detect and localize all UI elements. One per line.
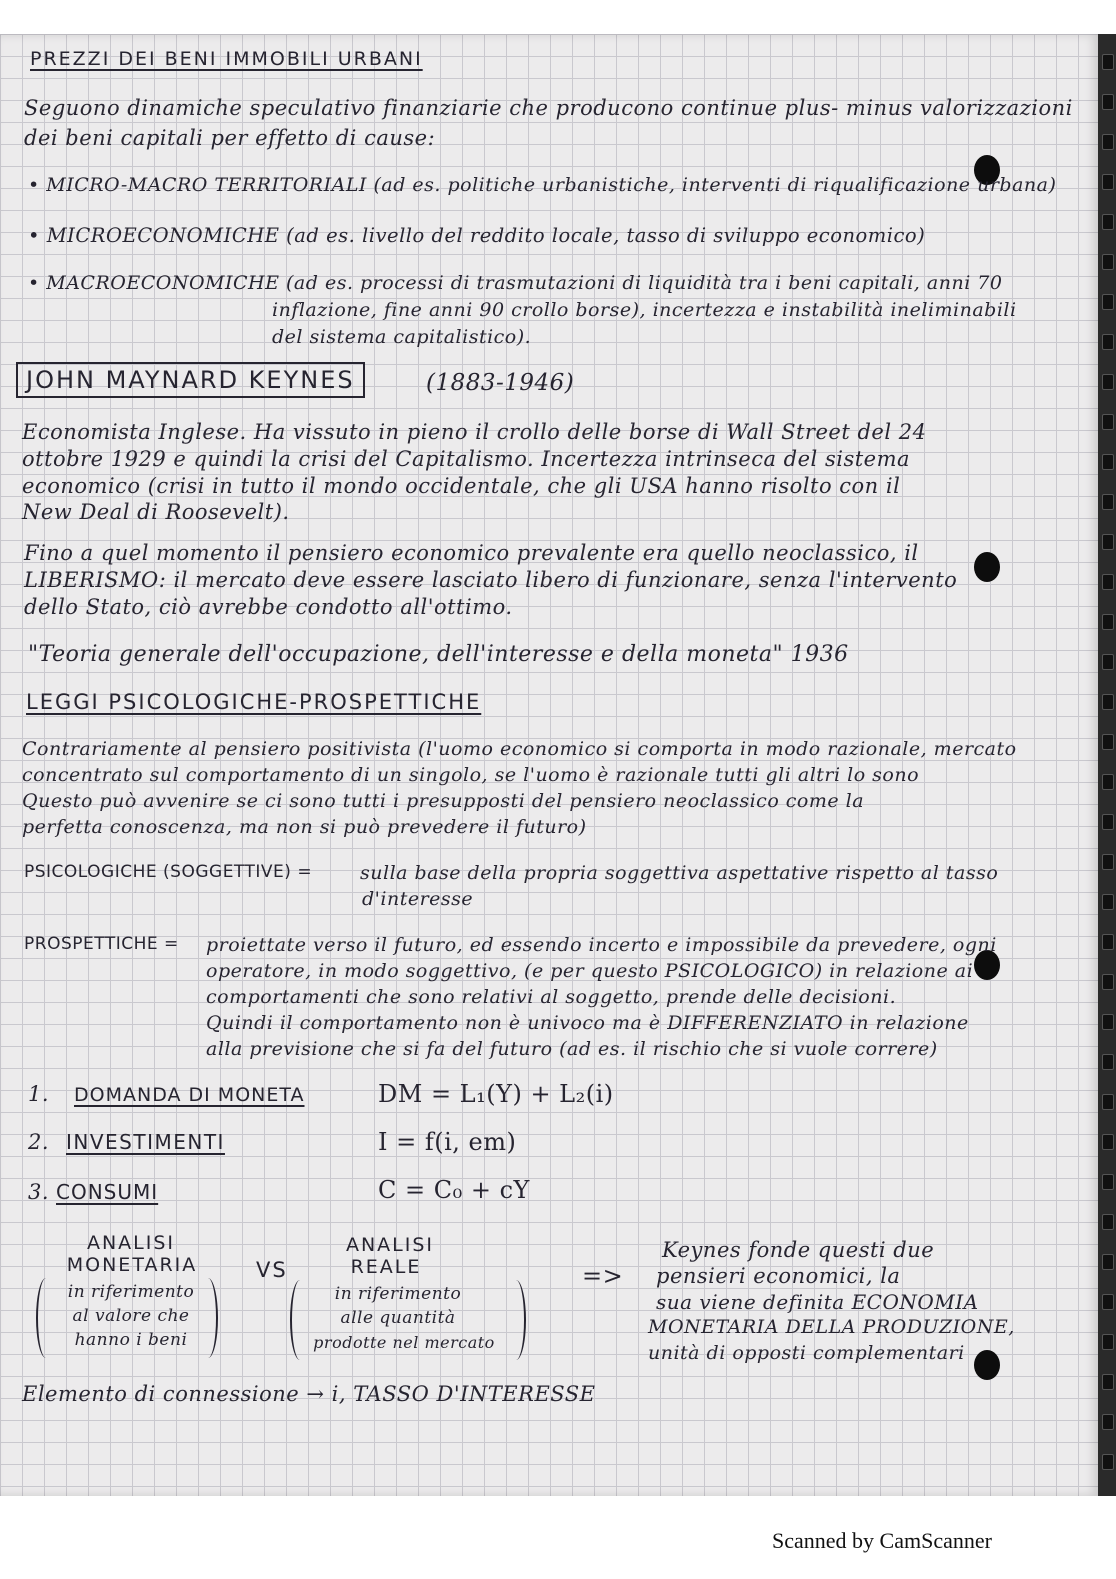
liberismo-line-3: dello Stato, ciò avrebbe condotto all'ottimo. <box>24 595 513 619</box>
bio-line-1: Economista Inglese. Ha vissuto in pieno il crollo delle borse di Wall Street del 24 <box>22 420 927 444</box>
spiral-ring <box>1102 654 1114 670</box>
formula-num-3: 3. <box>28 1180 50 1204</box>
spiral-ring <box>1102 734 1114 750</box>
spiral-ring <box>1102 1374 1114 1390</box>
spiral-ring <box>1102 1094 1114 1110</box>
prospettiche-line-2: operatore, in modo soggettivo, (e per questo PSICOLOGICO) in relazione ai <box>206 960 974 982</box>
contrario-line-2: concentrato sul comportamento di un singolo, se l'uomo è razionale tutti gli altri lo sono <box>22 764 920 786</box>
spiral-ring <box>1102 774 1114 790</box>
spiral-ring <box>1102 134 1114 150</box>
analisi-reale-desc-1: in riferimento <box>334 1284 462 1304</box>
formula-eq-domanda: DM = L₁(Y) + L₂(i) <box>378 1080 614 1108</box>
conclusione-line-5: unità di opposti complementari <box>648 1342 965 1364</box>
bullet-microeconomiche: • MICROECONOMICHE (ad es. livello del reddito locale, tasso di sviluppo economico) <box>28 224 926 247</box>
spiral-ring <box>1102 254 1114 270</box>
prospettiche-label: PROSPETTICHE = <box>24 934 179 954</box>
vs-label: VS <box>256 1258 288 1282</box>
bullet-macro-line-2: inflazione, fine anni 90 crollo borse), incertezza e instabilità ineliminabili <box>272 299 1017 321</box>
contrario-line-3: Questo può avvenire se ci sono tutti i presupposti del pensiero neoclassico come la <box>22 790 865 812</box>
spiral-ring <box>1102 334 1114 350</box>
punch-hole <box>974 552 1000 582</box>
analisi-monetaria-title-2: MONETARIA <box>66 1254 198 1276</box>
bullet-macroeconomiche: • MACROECONOMICHE (ad es. processi di trasmutazioni di liquidità tra i beni capitali, anni 70 <box>28 272 1003 294</box>
scanner-watermark: Scanned by CamScanner <box>772 1528 992 1553</box>
intro-line-2: dei beni capitali per effetto di cause: <box>24 126 436 150</box>
spiral-ring <box>1102 1214 1114 1230</box>
spiral-ring <box>1102 1174 1114 1190</box>
spiral-ring <box>1102 1334 1114 1350</box>
prospettiche-line-1: proiettate verso il futuro, ed essendo incerto e impossibile da prevedere, ogni <box>206 934 997 956</box>
formula-label-investimenti: INVESTIMENTI <box>66 1130 225 1154</box>
conclusione-line-4: MONETARIA DELLA PRODUZIONE, <box>648 1316 1015 1338</box>
liberismo-line-1: Fino a quel momento il pensiero economico prevalente era quello neoclassico, il <box>24 541 919 565</box>
psicologiche-label: PSICOLOGICHE (SOGGETTIVE) = <box>24 862 313 882</box>
paren-right-monetaria <box>198 1278 218 1358</box>
keynes-name-box: JOHN MAYNARD KEYNES <box>16 362 365 398</box>
spiral-ring <box>1102 174 1114 190</box>
spiral-ring <box>1102 494 1114 510</box>
spiral-ring <box>1102 1054 1114 1070</box>
spiral-ring <box>1102 1134 1114 1150</box>
paren-right-reale <box>506 1280 526 1360</box>
bio-line-3: economico (crisi in tutto il mondo occidentale, che gli USA hanno risolto con il <box>22 474 901 498</box>
spiral-ring <box>1102 454 1114 470</box>
leggi-heading: LEGGI PSICOLOGICHE-PROSPETTICHE <box>26 690 482 714</box>
formula-num-2: 2. <box>28 1130 50 1154</box>
spiral-ring <box>1102 54 1114 70</box>
spiral-ring <box>1102 214 1114 230</box>
spiral-ring <box>1102 1454 1114 1470</box>
spiral-binding <box>1098 34 1116 1496</box>
analisi-reale-desc-3: prodotte nel mercato <box>313 1333 495 1352</box>
analisi-monetaria-desc-3: hanno i beni <box>74 1330 188 1350</box>
psicologiche-line-1: sulla base della propria soggettiva aspettative rispetto al tasso <box>360 862 999 884</box>
analisi-reale-title-2: REALE <box>350 1256 422 1278</box>
page-title: PREZZI DEI BENI IMMOBILI URBANI <box>30 48 423 70</box>
conclusione-line-3: sua viene definita ECONOMIA <box>656 1290 979 1314</box>
spiral-ring <box>1102 294 1114 310</box>
prospettiche-line-3: comportamenti che sono relativi al soggetto, prende delle decisioni. <box>206 986 897 1008</box>
spiral-ring <box>1102 414 1114 430</box>
spiral-ring <box>1102 614 1114 630</box>
liberismo-line-2: LIBERISMO: il mercato deve essere lasciato libero di funzionare, senza l'intervento <box>24 568 958 592</box>
contrario-line-4: perfetta conoscenza, ma non si può prevedere il futuro) <box>22 816 587 838</box>
analisi-reale-desc-2: alle quantità <box>340 1308 456 1328</box>
spiral-ring <box>1102 94 1114 110</box>
bullet-micro-macro: • MICRO-MACRO TERRITORIALI (ad es. politiche urbanistiche, interventi di riqualificazione urbana) <box>28 174 1057 196</box>
psicologiche-line-2: d'interesse <box>362 888 474 910</box>
spiral-ring <box>1102 534 1114 550</box>
intro-line-1: Seguono dinamiche speculativo finanziarie che producono continue plus- minus valorizzazioni <box>24 96 1073 120</box>
formula-label-consumi: CONSUMI <box>56 1180 159 1204</box>
implies-arrow: => <box>582 1262 624 1290</box>
spiral-ring <box>1102 1254 1114 1270</box>
spiral-ring <box>1102 934 1114 950</box>
bio-line-4: New Deal di Roosevelt). <box>22 500 290 524</box>
keynes-years: (1883-1946) <box>426 370 575 396</box>
formula-label-domanda: DOMANDA DI MONETA <box>74 1084 305 1106</box>
analisi-monetaria-title-1: ANALISI <box>86 1232 176 1254</box>
spiral-ring <box>1102 574 1114 590</box>
spiral-ring <box>1102 814 1114 830</box>
prospettiche-line-4: Quindi il comportamento non è univoco ma è DIFFERENZIATO in relazione <box>206 1012 969 1034</box>
formula-eq-consumi: C = C₀ + cY <box>378 1176 530 1204</box>
formula-num-1: 1. <box>28 1082 50 1106</box>
conclusione-line-2: pensieri economici, la <box>656 1264 901 1288</box>
formula-eq-investimenti: I = f(i, em) <box>378 1128 517 1156</box>
book-title: "Teoria generale dell'occupazione, dell'interesse e della moneta" 1936 <box>28 642 849 667</box>
analisi-monetaria-desc-2: al valore che <box>72 1306 190 1326</box>
spiral-ring <box>1102 1414 1114 1430</box>
analisi-monetaria-desc-1: in riferimento <box>67 1282 195 1302</box>
conclusione-line-1: Keynes fonde questi due <box>662 1238 935 1262</box>
elemento-connessione: Elemento di connessione → i, TASSO D'INTERESSE <box>22 1382 596 1406</box>
spiral-ring <box>1102 374 1114 390</box>
spiral-ring <box>1102 894 1114 910</box>
bullet-macro-line-3: del sistema capitalistico). <box>272 326 532 348</box>
prospettiche-line-5: alla previsione che si fa del futuro (ad es. il rischio che si vuole correre) <box>206 1038 938 1060</box>
spiral-ring <box>1102 1294 1114 1310</box>
spiral-ring <box>1102 1014 1114 1030</box>
spiral-ring <box>1102 854 1114 870</box>
analisi-reale-title-1: ANALISI <box>345 1234 435 1256</box>
punch-hole <box>974 1350 1000 1380</box>
spiral-ring <box>1102 694 1114 710</box>
paren-left-monetaria <box>36 1278 56 1358</box>
contrario-line-1: Contrariamente al pensiero positivista (l'uomo economico si comporta in modo razionale, mercato <box>22 738 1017 760</box>
spiral-ring <box>1102 974 1114 990</box>
bio-line-2: ottobre 1929 e quindi la crisi del Capitalismo. Incertezza intrinseca del sistema <box>22 447 911 471</box>
